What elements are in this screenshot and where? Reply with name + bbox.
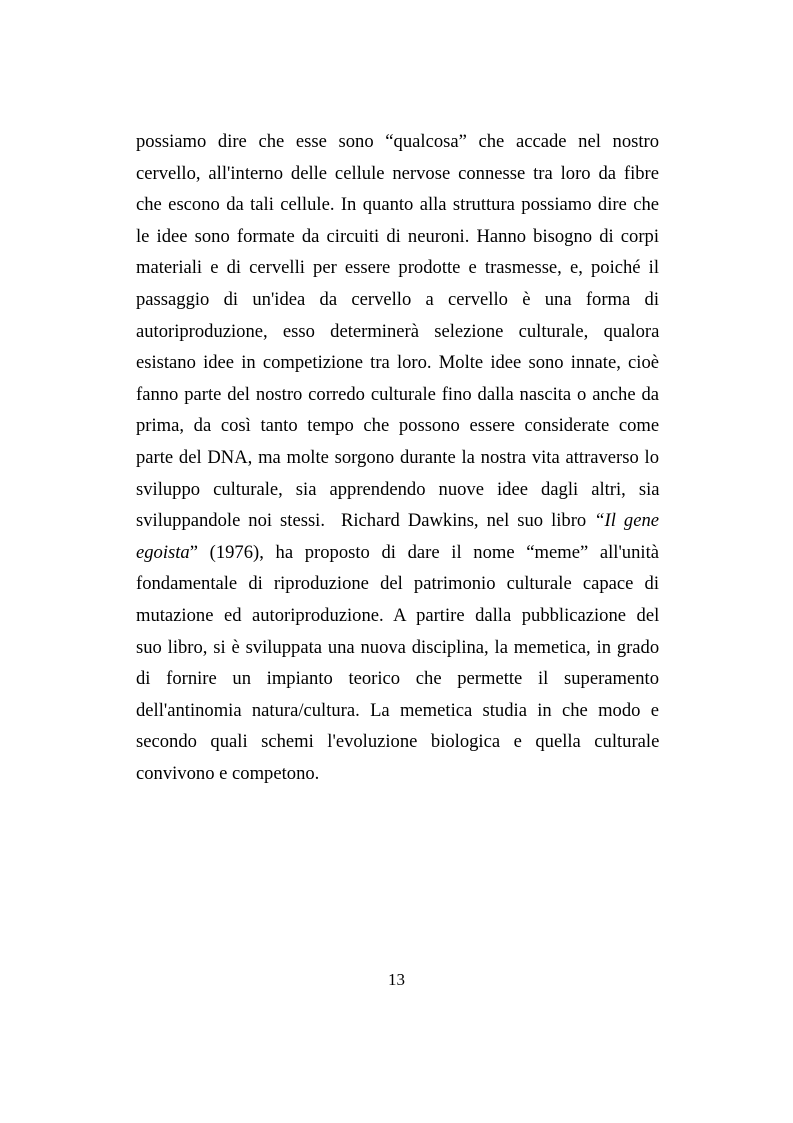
text-line: sviluppo culturale, sia apprendendo nuove idee dagli altri, sia: [136, 478, 660, 500]
text-line: di fornire un impianto teorico che permette il superamento: [136, 668, 659, 690]
text-segment: ” (1976), ha proposto di dare il nome “meme” all'unità: [189, 541, 659, 563]
text-line: che escono da tali cellule. In quanto alla struttura possiamo dire che: [136, 194, 659, 216]
text-line: le idee sono formate da circuiti di neuroni. Hanno bisogno di corpi: [136, 225, 659, 247]
book-title-italic: egoista: [136, 541, 190, 563]
text-line: materiali e di cervelli per essere prodotte e trasmesse, e, poiché il: [136, 257, 659, 279]
text-line: suo libro, si è sviluppata una nuova disciplina, la memetica, in grado: [136, 636, 660, 658]
text-line: mutazione ed autoriproduzione. A partire dalla pubblicazione del: [136, 604, 660, 626]
text-line: passaggio di un'idea da cervello a cervello è una forma di: [136, 288, 659, 310]
body-paragraph: [136, 126, 659, 789]
text-line: parte del DNA, ma molte sorgono durante la nostra vita attraverso lo: [136, 446, 659, 468]
text-segment: sviluppandole noi stessi. Richard Dawkins, nel suo libro: [136, 510, 595, 532]
text-line: cervello, all'interno delle cellule nervose connesse tra loro da fibre: [136, 162, 659, 184]
text-line: fanno parte del nostro corredo culturale fino dalla nascita o anche da: [136, 383, 659, 405]
text-line: prima, da così tanto tempo che possono essere considerate come: [136, 415, 660, 437]
text-line: dell'antinomia natura/cultura. La memetica studia in che modo e: [136, 699, 659, 721]
text-line: possiamo dire che esse sono “qualcosa” che accade nel nostro: [136, 131, 660, 152]
text-line: convivono e competono.: [136, 762, 320, 784]
text-line-with-book-title: [136, 505, 659, 537]
text-line: fondamentale di riproduzione del patrimonio culturale capace di: [136, 573, 659, 595]
book-title-italic: “Il gene: [594, 510, 659, 532]
text-line: autoriproduzione, esso determinerà selezione culturale, qualora: [136, 320, 660, 342]
page-number: 13: [388, 970, 405, 989]
text-line: secondo quali schemi l'evoluzione biologica e quella culturale: [136, 731, 660, 753]
text-line-with-book-title: [136, 537, 659, 569]
text-line: esistano idee in competizione tra loro. Molte idee sono innate, cioè: [136, 352, 659, 374]
